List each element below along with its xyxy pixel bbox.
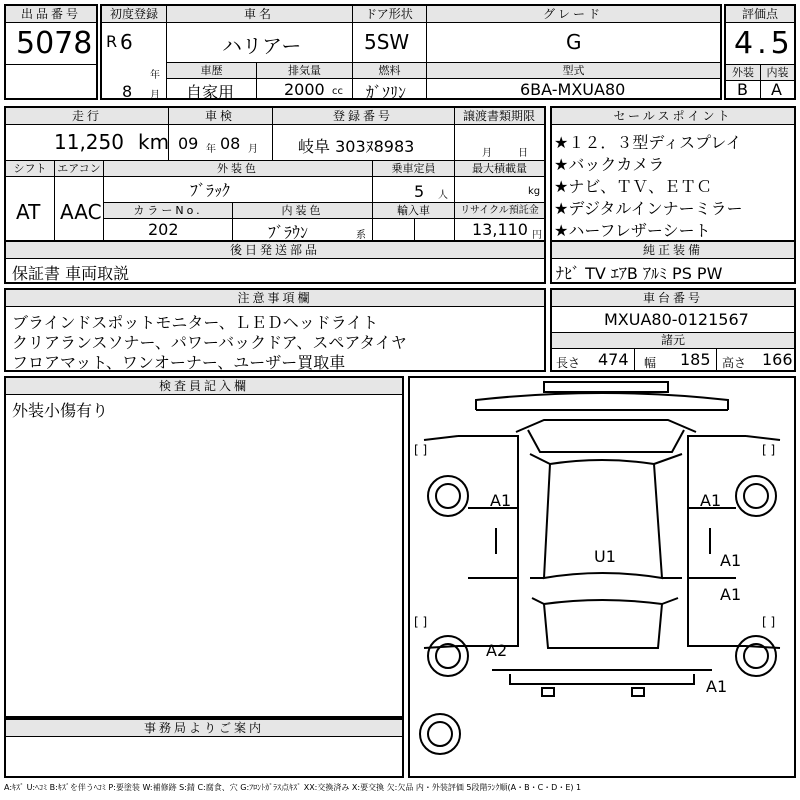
dims-label: 諸元 [552,333,794,348]
transfer-label: 譲渡書類期限 [454,108,544,125]
sales-item: ★１２．３型ディスプレイ [554,133,742,152]
lot-box [4,4,98,100]
mileage-label: 走行 [6,108,168,125]
car-name-label: 車名 [166,6,352,23]
disp-label: 排気量 [257,63,352,78]
mileage-unit: km [138,130,170,154]
reg-month: 8 [122,82,133,101]
damage-a1-front-right: A1 [700,491,722,510]
height-label: 高さ [722,356,747,370]
genuine-box [550,240,796,284]
length-label: 長さ [556,356,581,370]
int-color-label: 内装色 [233,203,372,218]
fuel-value: ｶﾞｿﾘﾝ [366,83,407,102]
car-diagram-box [408,376,796,778]
insp-year: 09 [178,134,199,153]
note-line: フロアマット、ワンオーナー、ユーザー買取車 [12,353,346,372]
notes-box [4,288,546,372]
top-info-box [100,4,722,100]
bracket-right-low: [ ] [762,615,776,629]
shift-label: シフト [6,161,54,176]
later-parts-label: 後日発送部品 [6,242,544,259]
ext-grade-label: 外装 [726,65,760,80]
length-value: 474 [598,350,629,369]
ext-color-value: ﾌﾞﾗｯｸ [190,181,231,200]
ac-value: AAC [60,200,102,224]
recycle-value: 13,110 [472,220,528,239]
recycle-label: リサイクル預託金 [455,203,544,218]
car-diagram [410,378,794,776]
shift-value: AT [16,200,41,224]
damage-a1-right-2: A1 [720,585,742,604]
notes-label: 注意事項欄 [6,290,544,307]
lot-label: 出品番号 [6,6,96,23]
insp-month: 08 [220,134,241,153]
later-parts-box [4,240,546,284]
grade-value: G [566,30,582,54]
reg-year: 6 [120,30,133,54]
transfer-month: 月 [482,148,492,159]
history-label: 車歴 [167,63,256,78]
width-label: 幅 [644,356,657,370]
score-value: 4.5 [734,26,794,61]
capacity-label: 乗車定員 [373,161,454,176]
model-label: 型式 [427,63,720,78]
score-label: 評価点 [726,6,794,23]
ext-color-label: 外装色 [104,161,372,176]
int-color-value: ﾌﾞﾗｳﾝ [268,223,309,242]
history-value: 自家用 [186,83,235,102]
width-value: 185 [680,350,711,369]
sales-box [550,106,796,242]
sales-item: ★ハーフレザーシート [554,221,711,240]
transfer-day: 日 [518,148,528,159]
sales-item: ★ナビ、ＴＶ、ＥＴＣ [554,177,713,196]
chassis-label: 車台番号 [552,290,794,307]
bracket-left-low: [ ] [414,615,428,629]
damage-a1-right-1: A1 [720,551,742,570]
ext-grade: B [737,80,748,99]
legend: A:ｷｽﾞ U:ﾍｺﾐ B:ｷｽﾞを伴うﾍｺﾐ P:要塗装 W:補修跡 S:錆 C:腐食、穴 G:ﾌﾛﾝﾄｶﾞﾗｽ点ｷｽﾞ XX:交換済み X:要交換 欠:欠品 内・外装評価 5段階ﾗﾝｸ順(A・B・C・D・E) 1 [4,783,582,792]
damage-u1-roof: U1 [594,547,616,566]
bracket-right: [ ] [762,443,776,457]
grade-label: グレード [426,6,720,23]
model-value: 6BA-MXUA80 [520,80,626,99]
color-no-label: カラーNo. [104,203,232,218]
color-no-value: 202 [148,220,179,239]
lot-number: 5078 [16,26,93,61]
sales-item: ★デジタルインナーミラー [554,199,743,218]
year-unit: 年 [150,70,160,81]
insp-month-unit: 月 [248,144,258,155]
damage-a2-rear-left: A2 [486,641,508,660]
inspector-note: 外装小傷有り [12,401,109,420]
first-reg-label: 初度登録 [102,6,166,23]
max-load-label: 最大積載量 [455,161,544,176]
disp-value: 2000 [284,80,325,99]
max-load-unit: kg [528,186,541,197]
note-line: クリアランスソナー、パワーバックドア、スペアタイヤ [12,333,407,352]
plate-label: 登録番号 [272,108,454,125]
details-box [4,106,546,242]
plate-value: 岐阜 303ﾇ8983 [298,137,415,156]
int-grade: A [771,80,782,99]
office-box [4,718,404,778]
genuine-label: 純正装備 [552,242,794,259]
sales-item: ★バックカメラ [554,155,665,174]
damage-a1-rear-right: A1 [706,677,728,696]
later-parts-value: 保証書 車両取説 [12,264,130,283]
inspection-label: 車検 [168,108,272,125]
sales-label: セールスポイント [552,108,794,125]
month-unit: 月 [150,90,160,101]
car-name: ハリアー [222,34,302,58]
import-label: 輸入車 [373,203,454,218]
genuine-value: ﾅﾋﾞ TV ｴｱB ｱﾙﾐ PS PW [556,264,723,283]
inspector-box [4,376,404,718]
inspector-label: 検査員記入欄 [6,378,402,395]
score-box [724,4,796,100]
capacity-value: 5 [414,182,425,201]
int-grade-label: 内装 [761,65,794,80]
damage-a1-front-left: A1 [490,491,512,510]
era: R [106,32,118,51]
door-label: ドア形状 [352,6,426,23]
insp-year-unit: 年 [206,144,216,155]
note-line: ブラインドスポットモニター、ＬＥＤヘッドライト [12,313,379,332]
chassis-value: MXUA80-0121567 [604,310,749,329]
fuel-label: 燃料 [353,63,426,78]
bracket-left: [ ] [414,443,428,457]
mileage-value: 11,250 [54,130,124,154]
height-value: 166 [762,350,793,369]
chassis-box [550,288,796,372]
capacity-unit: 人 [438,190,448,201]
office-label: 事務局よりご案内 [6,720,402,737]
ac-label: エアコン [55,161,103,176]
recycle-unit: 円 [532,230,542,241]
disp-unit: cc [332,86,343,97]
door-type: 5SW [364,30,410,54]
int-color-unit: 系 [356,230,366,241]
